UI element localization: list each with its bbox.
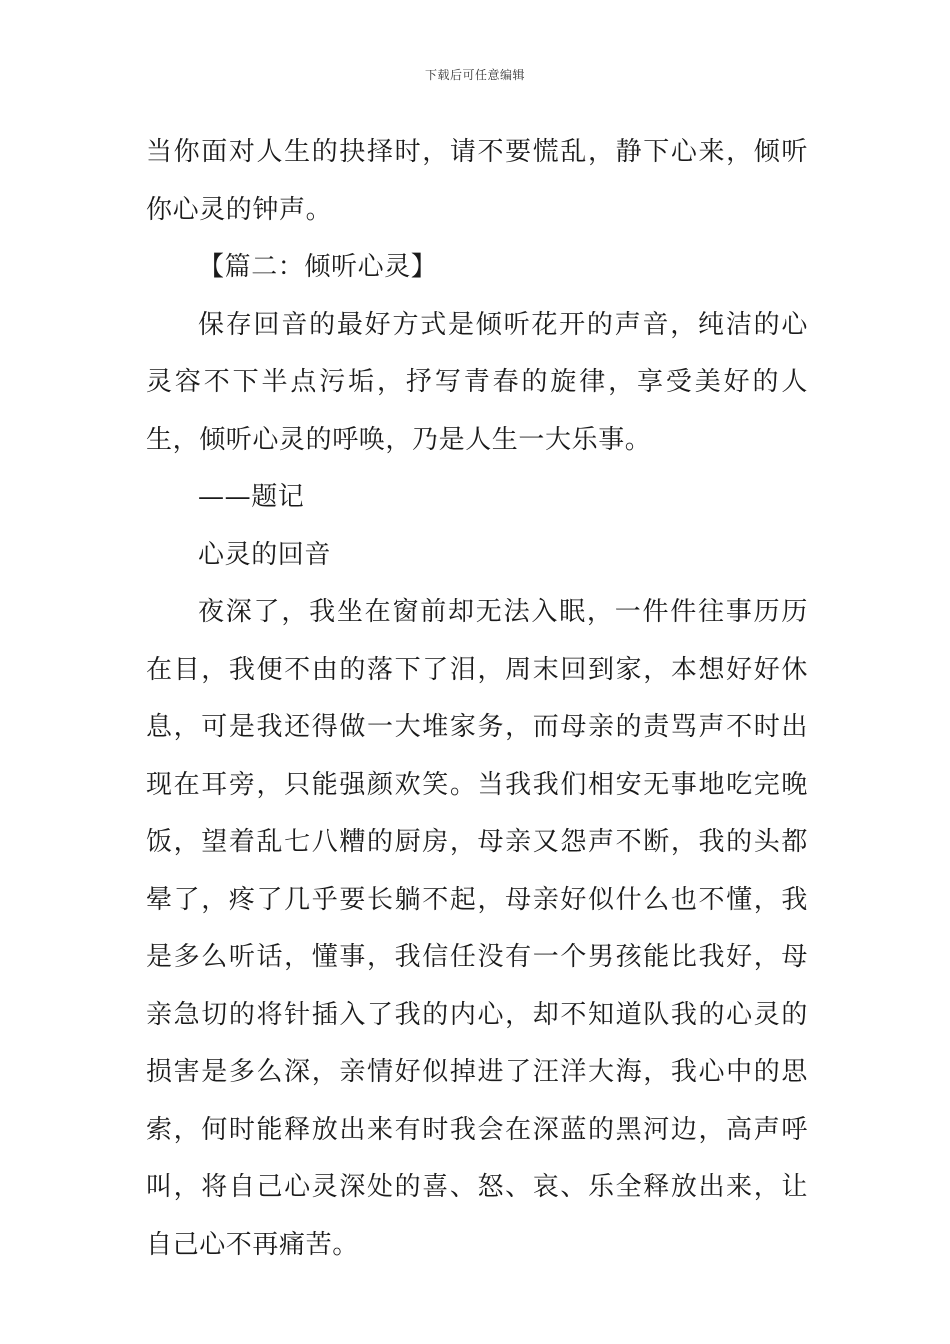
essay-title: 心灵的回音: [198, 539, 332, 570]
paragraph-3: 保存回音的最好方式是倾听花开的声音，纯洁的心灵容不下半点污垢，抒写青春的旋律，享受美好的人生，倾听心灵的呼唤，乃是人生一大乐事。: [146, 309, 808, 455]
section-heading: 【篇二：倾听心灵】: [198, 252, 438, 282]
document-body: [146, 124, 808, 1274]
paragraph-6: 夜深了，我坐在窗前却无法入眠，一件件往事历历在目，我便不由的落下了泪，周末回到家，本想好好休息，可是我还得做一大堆家务，而母亲的责骂声不时出现在耳旁，只能强颜欢笑。当我我们相安无事地吃完晚饭，望着乱七八糟的厨房，母亲又怨声不断，我的头都晕了，疼了几乎要长躺不起，母亲好似什么也不懂，我是多么听话，懂事，我信任没有一个男孩能比我好，母亲急切的将针插入了我的内心，却不知道队我的心灵的损害是多么深，亲情好似掉进了汪洋大海，我心中的思索，何时能释放出来有时我会在深蓝的黑河边，高声呼叫，将自己心灵深处的喜、怒、哀、乐全释放出来，让自己心不再痛苦。: [146, 597, 808, 1260]
paragraph-1: 当你面对人生的抉择时，请不要慌乱，静下心来，倾听你心灵的钟声。: [146, 137, 808, 225]
page-header: 下载后可任意编辑: [424, 68, 525, 82]
epigraph-attribution: ——题记: [198, 482, 305, 512]
